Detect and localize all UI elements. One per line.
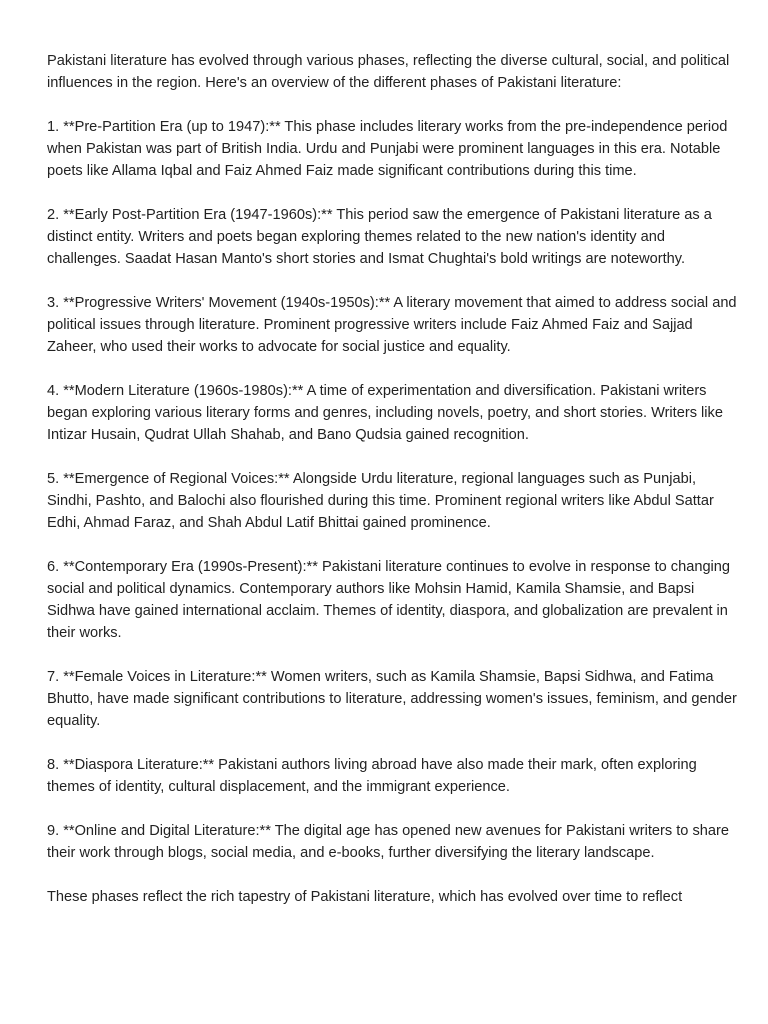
- phase-paragraph-1: 1. **Pre-Partition Era (up to 1947):** This phase includes literary works from the pre-independence period when Pakistan was part of British India. Urdu and Punjabi were prominent languages in this era. Notable poets like Allama Iqbal and Faiz Ahmed Faiz made significant contributions during this time.: [47, 119, 728, 179]
- conclusion-paragraph: These phases reflect the rich tapestry of Pakistani literature, which has evolved over time to reflect: [47, 889, 683, 905]
- phase-paragraph-3: 3. **Progressive Writers' Movement (1940s-1950s):** A literary movement that aimed to address social and political issues through literature. Prominent progressive writers include Faiz Ahmed Faiz and Sajjad Zaheer, who used their works to advocate for social justice and equality.: [47, 295, 737, 355]
- phase-paragraph-5: 5. **Emergence of Regional Voices:** Alongside Urdu literature, regional languages such as Punjabi, Sindhi, Pashto, and Balochi also flourished during this time. Prominent regional writers like Abdul Sattar Edhi, Ahmad Faraz, and Shah Abdul Latif Bhittai gained prominence.: [47, 471, 714, 531]
- phase-paragraph-4: 4. **Modern Literature (1960s-1980s):** A time of experimentation and diversification. Pakistani writers began exploring various literary forms and genres, including novels, poetry, and short stories. Writers like Intizar Husain, Qudrat Ullah Shahab, and Bano Qudsia gained recognition.: [47, 383, 723, 443]
- phase-paragraph-7: 7. **Female Voices in Literature:** Women writers, such as Kamila Shamsie, Bapsi Sidhwa, and Fatima Bhutto, have made significant contributions to literature, addressing women's issues, feminism, and gender equality.: [47, 669, 737, 729]
- document-body: [47, 50, 737, 930]
- phase-paragraph-6: 6. **Contemporary Era (1990s-Present):** Pakistani literature continues to evolve in response to changing social and political dynamics. Contemporary authors like Mohsin Hamid, Kamila Shamsie, and Bapsi Sidhwa have gained international acclaim. Themes of identity, diaspora, and globalization are prevalent in their works.: [47, 559, 731, 641]
- phase-paragraph-8: 8. **Diaspora Literature:** Pakistani authors living abroad have also made their mark, often exploring themes of identity, cultural displacement, and the immigrant experience.: [47, 757, 697, 795]
- phase-paragraph-9: 9. **Online and Digital Literature:** The digital age has opened new avenues for Pakistani writers to share their work through blogs, social media, and e-books, further diversifying the literary landscape.: [47, 823, 729, 861]
- intro-paragraph: Pakistani literature has evolved through various phases, reflecting the diverse cultural, social, and political influences in the region. Here's an overview of the different phases of Pakistani literature:: [47, 53, 730, 91]
- phase-paragraph-2: 2. **Early Post-Partition Era (1947-1960s):** This period saw the emergence of Pakistani literature as a distinct entity. Writers and poets began exploring themes related to the new nation's identity and challenges. Saadat Hasan Manto's short stories and Ismat Chughtai's bold writings are noteworthy.: [47, 207, 712, 267]
